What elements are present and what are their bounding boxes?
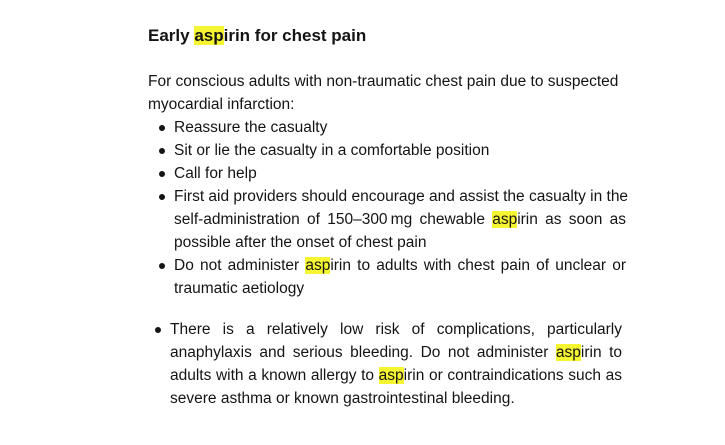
note-text: adults with a known allergy to: [170, 367, 379, 384]
note-text: irin or contraindications such as: [403, 367, 623, 384]
bullet-icon: [159, 148, 165, 154]
bullet-icon: [159, 171, 165, 177]
page-title: [148, 25, 366, 47]
list-item-line: [174, 254, 626, 277]
note-text: irin to: [580, 344, 622, 361]
note-line: There is a relatively low risk of complications, particularly: [170, 321, 622, 338]
list-item-line: possible after the onset of chest pain: [174, 234, 427, 251]
title-text-pre: Early: [148, 26, 195, 45]
note-line: [170, 341, 622, 364]
search-highlight: asp: [555, 344, 581, 361]
list-item: Call for help: [174, 165, 257, 182]
search-highlight: asp: [492, 211, 518, 228]
intro-line: myocardial infarction:: [148, 96, 295, 113]
list-item-text: self-administration of 150–300 mg chewable: [174, 211, 493, 228]
search-highlight: asp: [194, 26, 224, 45]
bullet-icon: [159, 125, 165, 131]
list-item-line: [174, 208, 626, 231]
title-text-post: irin for chest pain: [223, 26, 367, 45]
bullet-icon: [159, 194, 165, 200]
list-item-text: Do not administer: [174, 257, 306, 274]
search-highlight: asp: [305, 257, 331, 274]
list-item-line: traumatic aetiology: [174, 280, 305, 297]
search-highlight: asp: [378, 367, 404, 384]
note-text: anaphylaxis and serious bleeding. Do not administer: [170, 344, 556, 361]
list-item-text: irin to adults with chest pain of unclear or: [330, 257, 626, 274]
list-item: Reassure the casualty: [174, 119, 328, 136]
list-item-text: irin as soon as: [517, 211, 626, 228]
list-item: Sit or lie the casualty in a comfortable position: [174, 142, 490, 159]
note-line: [170, 364, 622, 387]
intro-line: For conscious adults with non-traumatic chest pain due to suspected: [148, 73, 619, 90]
intro-paragraph: [148, 70, 648, 116]
bullet-icon: [159, 263, 165, 269]
list-item-line: First aid providers should encourage and assist the casualty in the: [174, 188, 629, 205]
note-line: severe asthma or known gastrointestinal bleeding.: [170, 390, 515, 407]
bullet-icon: [155, 327, 161, 333]
